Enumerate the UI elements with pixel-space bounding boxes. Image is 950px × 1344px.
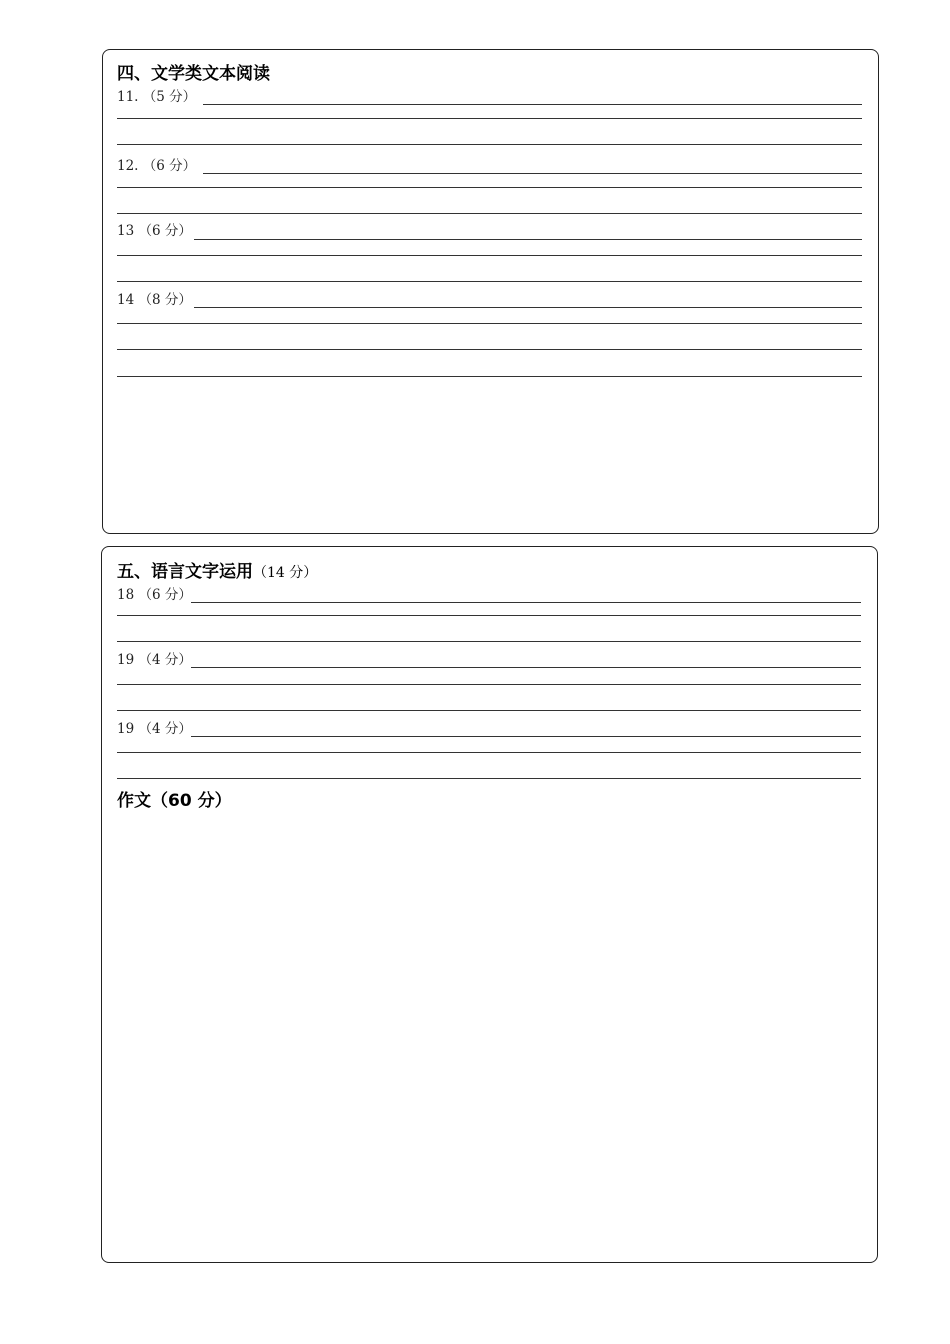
question-11-label: 11. （5 分） — [117, 89, 197, 105]
answer-line[interactable] — [117, 213, 862, 214]
answer-line[interactable] — [203, 104, 862, 105]
answer-line[interactable] — [117, 255, 862, 256]
answer-line[interactable] — [191, 667, 861, 668]
question-19-label: 19 （4 分） — [117, 652, 192, 668]
answer-line[interactable] — [191, 602, 861, 603]
answer-line[interactable] — [117, 684, 861, 685]
question-18-label: 18 （6 分） — [117, 587, 192, 603]
answer-line[interactable] — [117, 187, 862, 188]
answer-line[interactable] — [117, 144, 862, 145]
answer-line[interactable] — [117, 281, 862, 282]
answer-line[interactable] — [117, 752, 861, 753]
answer-line[interactable] — [117, 778, 861, 779]
question-14-label: 14 （8 分） — [117, 292, 192, 308]
question-19-repeat-label: 19 （4 分） — [117, 721, 192, 737]
answer-line[interactable] — [117, 710, 861, 711]
answer-line[interactable] — [117, 376, 862, 377]
section-4-answer-box — [102, 49, 879, 534]
essay-title: 作文（60 分） — [117, 791, 232, 811]
essay-writing-area[interactable] — [117, 820, 861, 1250]
section-5-score-note: （14 分） — [253, 565, 318, 581]
question-12-label: 12. （6 分） — [117, 158, 197, 174]
answer-line[interactable] — [194, 239, 862, 240]
answer-line[interactable] — [117, 615, 861, 616]
answer-line[interactable] — [117, 323, 862, 324]
section-5-title — [117, 562, 317, 583]
section-5-title-text: 五、语言文字运用 — [117, 562, 253, 582]
answer-line[interactable] — [117, 118, 862, 119]
answer-line[interactable] — [203, 173, 862, 174]
answer-line[interactable] — [117, 641, 861, 642]
answer-line[interactable] — [117, 349, 862, 350]
answer-line[interactable] — [191, 736, 861, 737]
question-13-label: 13 （6 分） — [117, 223, 192, 239]
answer-line[interactable] — [194, 307, 862, 308]
section-4-title: 四、文学类文本阅读 — [117, 64, 270, 84]
